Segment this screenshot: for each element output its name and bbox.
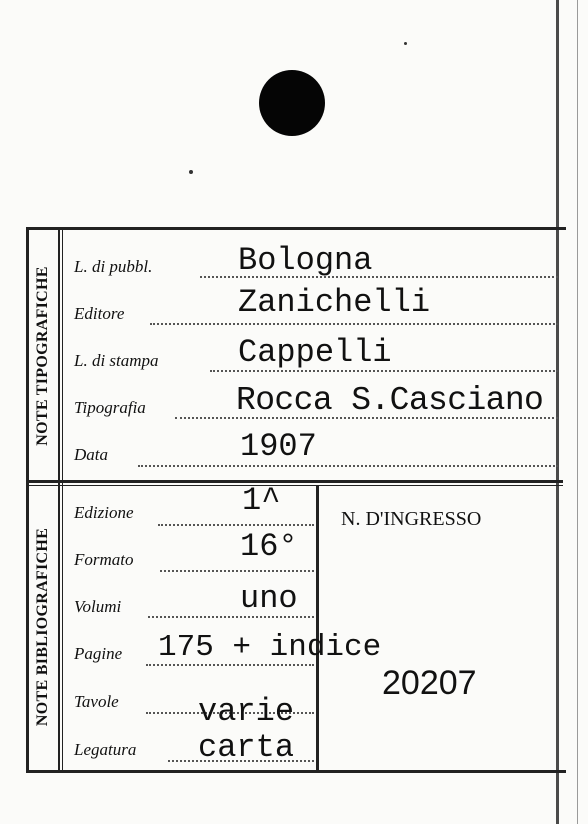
field-label: Editore bbox=[74, 304, 125, 323]
field-label: Volumi bbox=[74, 597, 122, 616]
dotted-line bbox=[160, 570, 314, 572]
field-label: Data bbox=[74, 445, 108, 464]
field-label: Formato bbox=[74, 550, 134, 569]
field-value: Zanichelli bbox=[238, 284, 431, 321]
page-edge bbox=[577, 0, 578, 824]
field-value: 1^ bbox=[242, 482, 281, 519]
field-label: Edizione bbox=[74, 503, 134, 522]
field-label: L. di pubbl. bbox=[74, 257, 153, 276]
note-bibliografiche-label: NOTE BIBLIOGRAFICHE bbox=[34, 527, 51, 727]
field-label: Legatura bbox=[74, 740, 137, 759]
side-divider-inner bbox=[62, 230, 63, 770]
dotted-line bbox=[158, 524, 314, 526]
ingresso-divider bbox=[316, 486, 319, 771]
field-value: Cappelli bbox=[238, 334, 392, 371]
speck bbox=[404, 42, 407, 45]
ingresso-number: 20207 bbox=[382, 664, 477, 702]
field-value: Rocca S.Casciano bbox=[236, 382, 544, 419]
speck bbox=[189, 170, 193, 174]
field-value: 16° bbox=[240, 528, 298, 565]
field-value: Bologna bbox=[238, 242, 373, 279]
dotted-line bbox=[138, 465, 558, 467]
field-value: 175 + indice bbox=[158, 630, 382, 665]
punch-hole bbox=[259, 70, 325, 136]
field-value: 1907 bbox=[240, 428, 317, 465]
field-label: Pagine bbox=[74, 644, 123, 663]
ingresso-title: N. D'INGRESSO bbox=[341, 508, 482, 530]
field-label: L. di stampa bbox=[74, 351, 159, 370]
side-divider bbox=[58, 230, 60, 770]
note-tipografiche-label: NOTE TIPOGRAFICHE bbox=[34, 266, 51, 446]
field-value: carta bbox=[198, 729, 295, 766]
field-label: Tavole bbox=[74, 692, 119, 711]
field-value: uno bbox=[240, 580, 298, 617]
dotted-line bbox=[150, 323, 558, 325]
field-label: Tipografia bbox=[74, 398, 146, 417]
section-divider bbox=[28, 480, 563, 483]
field-value: varie bbox=[198, 693, 295, 730]
section-divider-2 bbox=[28, 485, 563, 486]
